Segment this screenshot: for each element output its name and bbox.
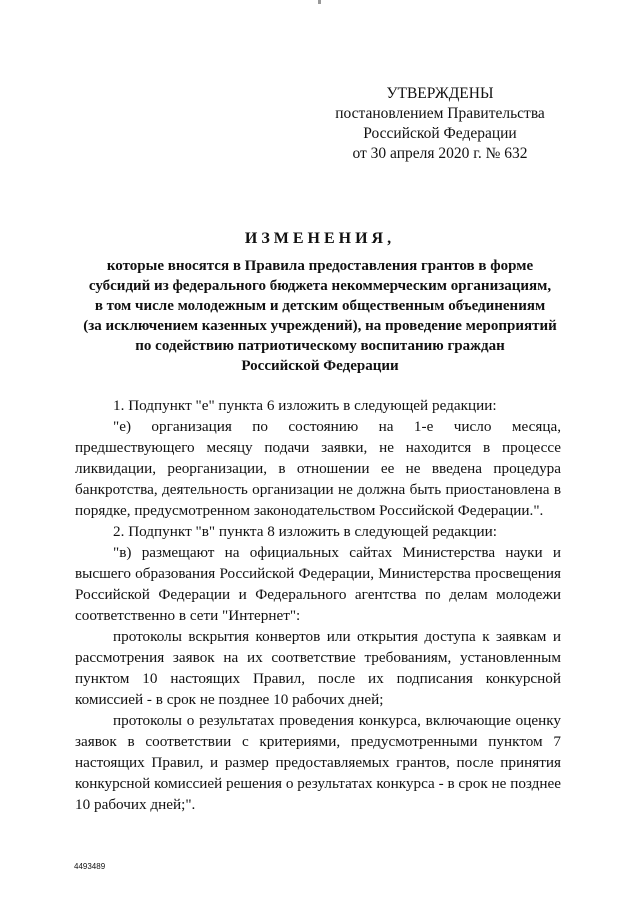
subtitle-line: по содействию патриотическому воспитанию граждан	[135, 338, 505, 354]
document-id: 4493489	[74, 862, 106, 871]
subtitle-line: субсидий из федерального бюджета некоммерческим организациям,	[88, 278, 552, 294]
paragraph: 2. Подпункт "в" пункта 8 изложить в следующей редакции:	[113, 523, 497, 540]
paragraph: "е) организация по состоянию на 1-е число месяца, предшествующего месяцу подачи заявки, не находится в процессе ликвидации, реорганизации, в отношении ее не введена процедура банкротства, деятельность организации не должна быть приостановлена в порядке, предусмотренном законодательством Российской Федерации.".	[75, 418, 561, 519]
paragraph: 1. Подпункт "е" пункта 6 изложить в следующей редакции:	[113, 397, 497, 414]
document-subtitle	[60, 256, 580, 376]
scan-mark	[318, 0, 321, 4]
subtitle-line: которые вносятся в Правила предоставления грантов в форме	[106, 258, 534, 274]
approval-heading: УТВЕРЖДЕНЫ	[386, 85, 494, 102]
subtitle-line: Российской Федерации	[241, 358, 399, 374]
paragraph: протоколы вскрытия конвертов или открытия доступа к заявкам и рассмотрения заявок на их соответствие требованиям, установленным пунктом 10 настоящих Правил, после их подписания конкурсной комиссией - в срок не позднее 10 рабочих дней;	[75, 628, 561, 708]
subtitle-line: в том числе молодежным и детским общественным объединениям	[94, 298, 546, 314]
paragraph: "в) размещают на официальных сайтах Министерства науки и высшего образования Российской Федерации, Министерства просвещения Российской Федерации и Федерального агентства по делам молодежи соответственно в сети "Интернет":	[75, 544, 561, 624]
approval-block	[330, 84, 550, 164]
subtitle-line: (за исключением казенных учреждений), на проведение мероприятий	[83, 318, 557, 334]
approval-line: постановлением Правительства	[335, 105, 545, 122]
paragraph: протоколы о результатах проведения конкурса, включающие оценку заявок в соответствии с критериями, предусмотренными пунктом 7 настоящих Правил, и размер предоставляемых грантов, после принятия конкурсной комиссией решения о результатах конкурса - в срок не позднее 10 рабочих дней;".	[75, 712, 561, 813]
document-body	[75, 395, 561, 815]
approval-line: Российской Федерации	[363, 125, 517, 142]
approval-date-number: от 30 апреля 2020 г. № 632	[352, 145, 528, 162]
document-title: ИЗМЕНЕНИЯ,	[244, 230, 396, 247]
